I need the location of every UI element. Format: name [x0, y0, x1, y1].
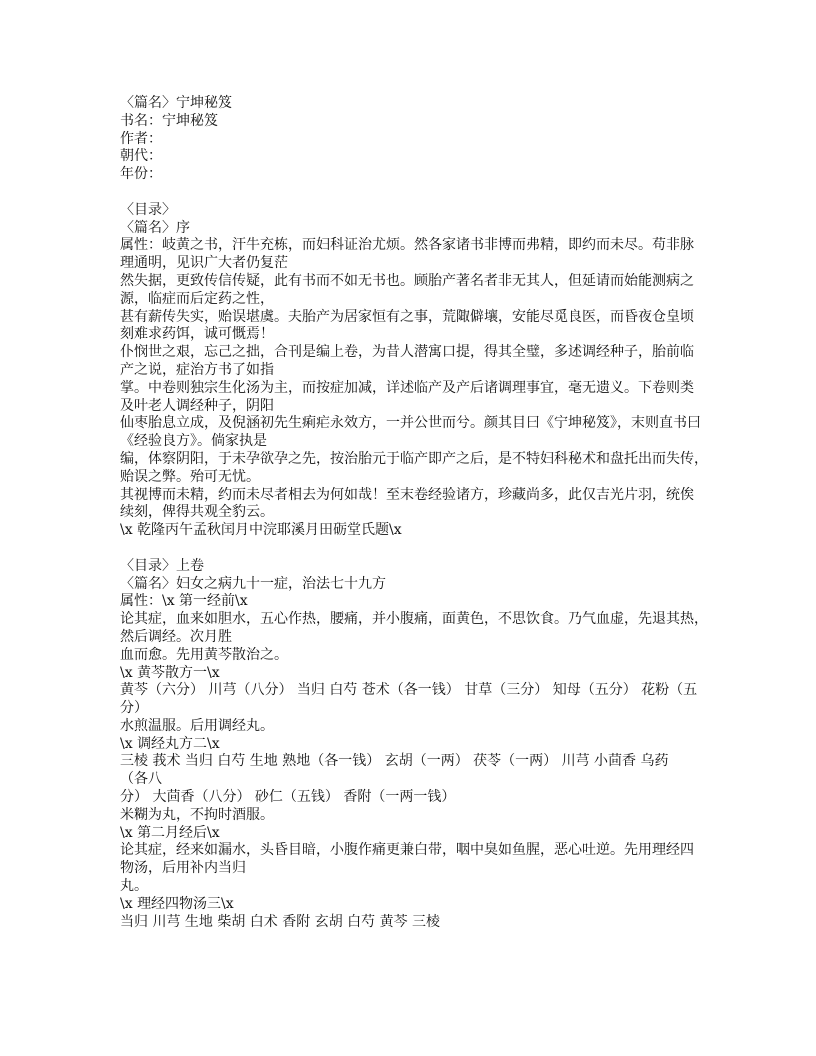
text-line: 甚有薪传失实，贻误堪虞。夫胎产为居家恒有之事，荒陬僻壤，安能尽觅良医，而昏夜仓皇顷: [120, 308, 694, 325]
text-line: 仆悯世之艰，忘己之拙，合刊是编上卷，为昔人潜寓口提，得其全璧，多述调经种子，胎前临: [120, 344, 694, 361]
text-line: \x 第二月经后\x: [120, 824, 220, 841]
text-line: \x 黄芩散方一\x: [120, 664, 220, 681]
text-line: 〈篇名〉序: [120, 219, 190, 236]
text-line: 属性：岐黄之书，汗牛充栋，而妇科证治尤烦。然各家诸书非博而弗精，即约而未尽。苟非脉: [120, 237, 694, 254]
text-line: \x 乾隆丙午孟秋闰月中浣耶溪月田砺堂氏题\x: [120, 522, 402, 539]
text-line: 《经验良方》。倘家执是: [120, 433, 267, 450]
text-line: 刻难求药饵，诚可慨焉！: [120, 326, 274, 343]
text-line: 丸。: [120, 878, 148, 895]
text-line: 书名：宁坤秘笈: [120, 112, 218, 129]
text-line: 分）: [120, 700, 148, 717]
text-line: \x 理经四物汤三\x: [120, 895, 234, 912]
text-line: 黄芩（六分） 川芎（八分） 当归 白芍 苍术（各一钱） 甘草（三分） 知母（五分） 花粉（五: [120, 682, 698, 699]
text-line: 掌。中卷则独宗生化汤为主，而按症加减，详述临产及产后诸调理事宜，毫无遗义。下卷则类: [120, 379, 694, 396]
text-line: 论其症，血来如胆水，五心作热，腰痛，并小腹痛，面黄色，不思饮食。乃气血虚，先退其热，: [120, 611, 708, 628]
text-line: 米糊为丸，不拘时酒服。: [120, 806, 274, 823]
text-line: [120, 540, 720, 558]
document-page: [120, 95, 720, 931]
text-line: 〈篇名〉宁坤秘笈: [120, 95, 232, 111]
text-line: 朝代：: [120, 148, 162, 165]
text-line: 然失据，更致传信传疑，此有书而不如无书也。顾胎产著名者非无其人，但延请而始能测病之: [120, 272, 694, 289]
text-line: （各八: [120, 771, 162, 788]
text-line: \x 调经丸方二\x: [120, 735, 220, 752]
text-line: 血而愈。先用黄芩散治之。: [120, 646, 288, 663]
text-line: 贻误之弊。殆可无忧。: [120, 468, 260, 485]
text-line: 〈目录〉上卷: [120, 557, 204, 574]
text-line: 续刻，俾得共观全豹云。: [120, 504, 274, 521]
text-line: 仙枣胎息立成，及倪涵初先生痢疟永效方，一并公世而兮。颜其目曰《宁坤秘笈》，末则直书曰: [120, 415, 701, 432]
text-line: 当归 川芎 生地 柴胡 白术 香附 玄胡 白芍 黄芩 三棱: [120, 913, 441, 930]
text-line: 〈篇名〉妇女之病九十一症，治法七十九方: [120, 575, 386, 592]
text-line: 理通明，见识广大者仍复茫: [120, 255, 288, 272]
text-line: 分） 大茴香（八分） 砂仁（五钱） 香附（一两一钱）: [120, 789, 456, 806]
text-line: 水煎温服。后用调经丸。: [120, 717, 274, 734]
text-line: 物汤，后用补内当归: [120, 860, 246, 877]
text-line: 三棱 莪术 当归 白芍 生地 熟地（各一钱） 玄胡（一两） 茯苓（一两） 川芎 小茴香 乌药: [120, 753, 669, 770]
text-line: 及叶老人调经种子，阴阳: [120, 397, 274, 414]
text-line: 其视博而未精，约而未尽者相去为何如哉！至末卷经验诸方，珍藏尚多，此仅吉光片羽，统俟: [120, 486, 694, 503]
text-line: 然后调经。次月胜: [120, 628, 232, 645]
text-line: 属性：\x 第一经前\x: [120, 593, 248, 610]
text-line: 产之说，症治方书了如指: [120, 361, 274, 378]
text-line: [120, 184, 720, 202]
text-line: 源，临症而后定药之性，: [120, 290, 274, 307]
text-line: 年份：: [120, 166, 162, 183]
text-line: 编，体察阴阳，于未孕欲孕之先，按治胎元于临产即产之后，是不特妇科秘术和盘托出而失传，: [120, 450, 708, 467]
text-line: 作者：: [120, 130, 162, 147]
text-line: 论其症，经来如漏水，头昏目暗，小腹作痛更兼白带，咽中臭如鱼腥，恶心吐逆。先用理经四: [120, 842, 694, 859]
text-line: 〈目录〉: [120, 201, 176, 218]
